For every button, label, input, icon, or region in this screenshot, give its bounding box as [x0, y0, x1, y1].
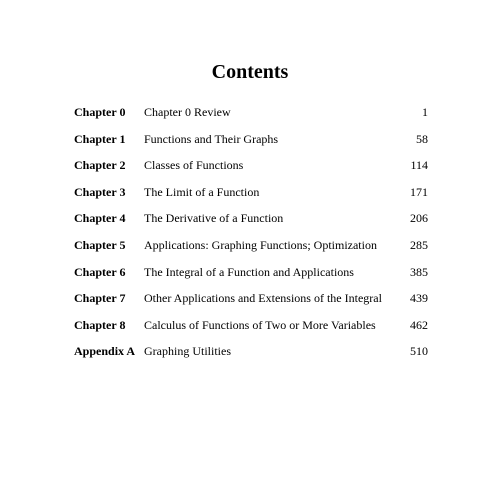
toc-entry: [74, 289, 428, 316]
toc-chapter-label: Chapter 3: [74, 184, 126, 199]
toc-entry: [74, 156, 428, 183]
toc-entry: [74, 342, 428, 369]
table-of-contents: [74, 103, 428, 369]
toc-page-number: 171: [410, 184, 428, 199]
toc-chapter-label: Chapter 6: [74, 264, 126, 279]
toc-page-number: 385: [410, 264, 428, 279]
toc-chapter-label: Chapter 5: [74, 237, 126, 252]
toc-chapter-label: Chapter 0: [74, 105, 126, 119]
toc-entry: [74, 263, 428, 290]
toc-page-number: 439: [410, 291, 428, 306]
toc-page-number: 114: [410, 158, 428, 173]
toc-entry: [74, 103, 428, 130]
toc-chapter-title: Functions and Their Graphs: [144, 131, 279, 146]
toc-chapter-title: Classes of Functions: [144, 158, 244, 173]
toc-chapter-label: Appendix A: [74, 344, 136, 359]
toc-chapter-title: Chapter 0 Review: [144, 105, 231, 119]
toc-chapter-label: Chapter 7: [74, 291, 126, 306]
toc-chapter-label: Chapter 2: [74, 158, 126, 173]
toc-entry: [74, 236, 428, 263]
toc-chapter-label: Chapter 8: [74, 317, 126, 332]
toc-chapter-label: Chapter 1: [74, 131, 126, 146]
toc-chapter-title: The Derivative of a Function: [144, 211, 284, 226]
toc-chapter-title: Applications: Graphing Functions; Optimization: [144, 237, 377, 252]
toc-chapter-title: The Limit of a Function: [144, 184, 260, 199]
page-title: Contents: [211, 61, 289, 83]
toc-page-number: 510: [410, 344, 428, 359]
toc-entry: [74, 316, 428, 343]
toc-page-number: 58: [416, 131, 428, 146]
toc-entry: [74, 209, 428, 236]
toc-chapter-title: The Integral of a Function and Applications: [144, 264, 354, 279]
toc-entry: [74, 183, 428, 210]
toc-page-number: 462: [410, 317, 428, 332]
toc-chapter-title: Calculus of Functions of Two or More Variables: [144, 317, 376, 332]
toc-page-number: 206: [410, 211, 428, 226]
toc-chapter-label: Chapter 4: [74, 211, 126, 226]
toc-entry: [74, 130, 428, 157]
toc-chapter-title: Graphing Utilities: [144, 344, 231, 359]
toc-chapter-title: Other Applications and Extensions of the Integral: [144, 291, 382, 306]
toc-page-number: 1: [422, 105, 428, 119]
toc-page-number: 285: [410, 237, 428, 252]
